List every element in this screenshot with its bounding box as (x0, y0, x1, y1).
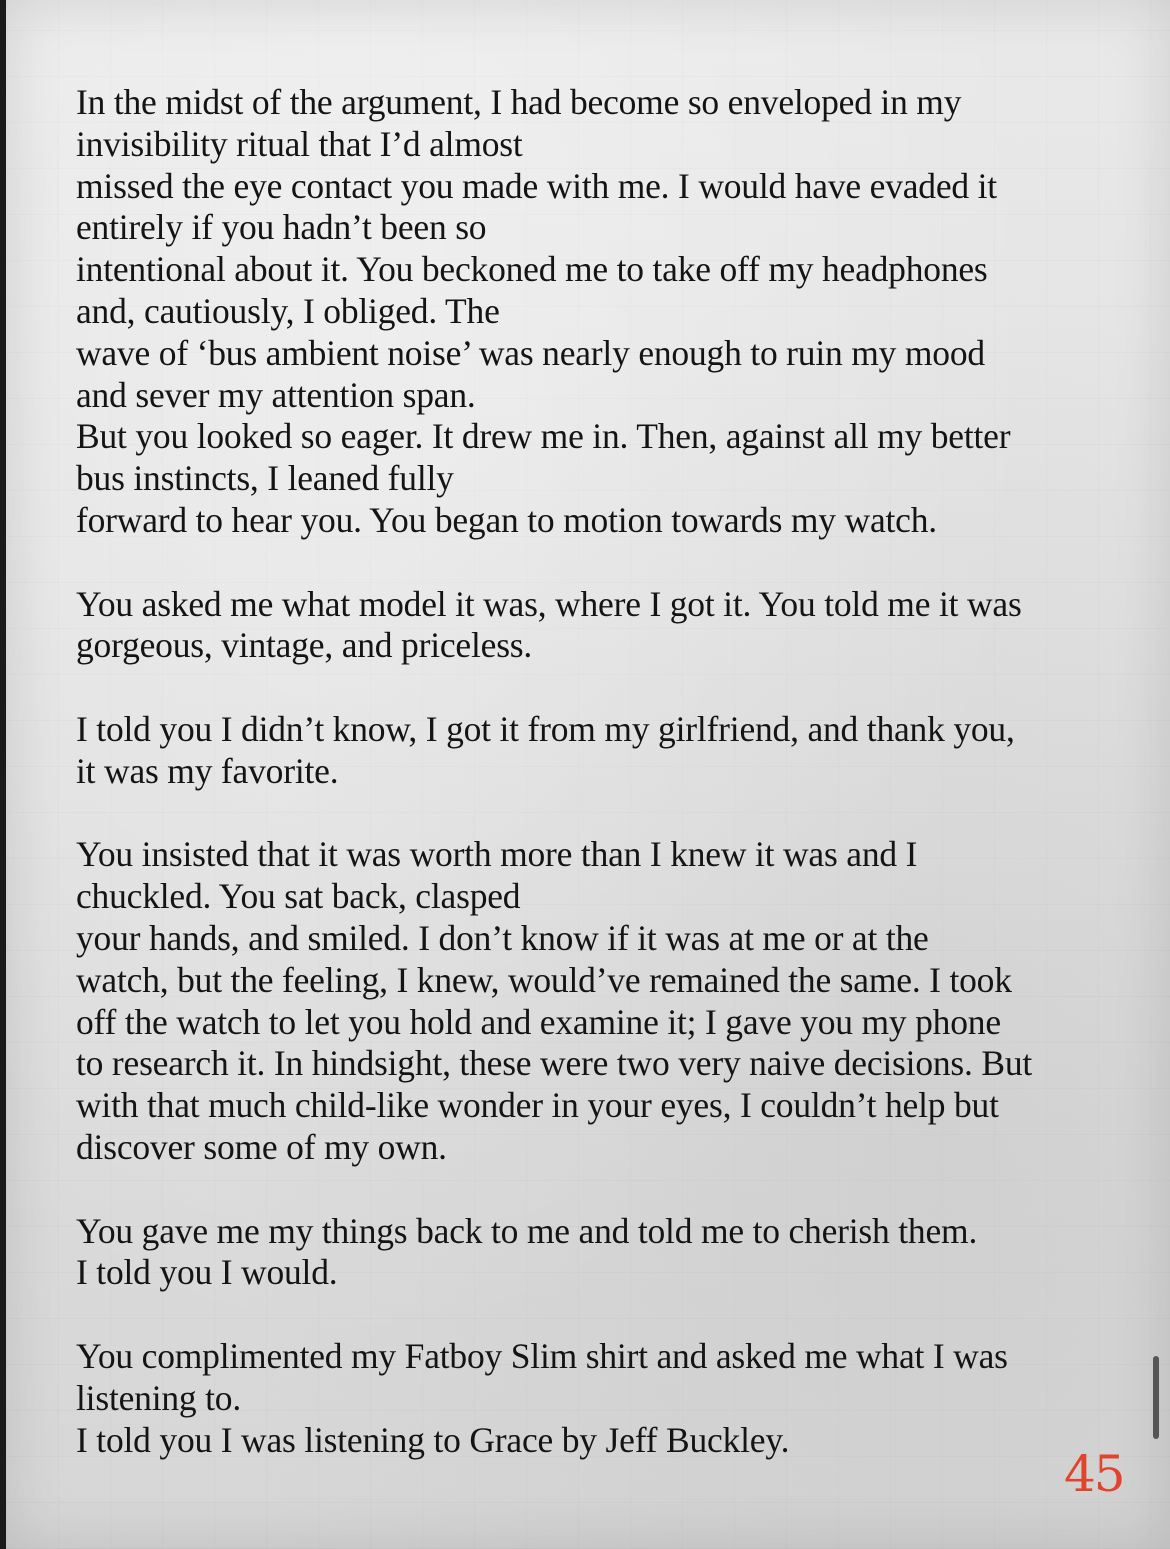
text-line: and, cautiously, I obliged. The (76, 290, 500, 331)
text-line: entirely if you hadn’t been so (76, 207, 487, 248)
text-line: You gave me my things back to me and told me to cherish them. (76, 1210, 978, 1251)
text-line: I told you I was listening to Grace by Jeff Buckley. (76, 1419, 790, 1460)
text-line: You insisted that it was worth more than I knew it was and I (76, 834, 918, 875)
text-line: gorgeous, vintage, and priceless. (76, 625, 533, 666)
text-line: wave of ‘bus ambient noise’ was nearly enough to ruin my mood (76, 332, 985, 373)
text-line: off the watch to let you hold and examine it; I gave you my phone (76, 1001, 1001, 1042)
text-line: chuckled. You sat back, clasped (76, 876, 521, 917)
text-line: bus instincts, I leaned fully (76, 458, 454, 499)
text-line: But you looked so eager. It drew me in. Then, against all my better (76, 416, 1011, 457)
paragraph-6 (76, 1336, 1106, 1461)
text-line: it was my favorite. (76, 750, 339, 791)
text-line: You asked me what model it was, where I got it. You told me it was (76, 583, 1022, 624)
page-body-text (76, 82, 1106, 1461)
text-line: missed the eye contact you made with me. I would have evaded it (76, 165, 997, 206)
text-line: with that much child-like wonder in your eyes, I couldn’t help but (76, 1085, 999, 1126)
text-line: to research it. In hindsight, these were two very naive decisions. But (76, 1043, 1033, 1084)
paragraph-4 (76, 834, 1106, 1168)
book-page (6, 0, 1170, 1549)
text-line: forward to hear you. You began to motion towards my watch. (76, 499, 937, 540)
text-line: In the midst of the argument, I had become so enveloped in my (76, 82, 962, 122)
text-line: watch, but the feeling, I knew, would’ve remained the same. I took (76, 959, 1012, 1000)
page-number: 45 (1064, 1445, 1124, 1503)
text-line: and sever my attention span. (76, 374, 476, 415)
text-line: intentional about it. You beckoned me to take off my headphones (76, 249, 988, 290)
scrollbar-thumb[interactable] (1153, 1356, 1159, 1439)
paragraph-5 (76, 1211, 1106, 1295)
text-line: listening to. (76, 1377, 242, 1418)
text-line: invisibility ritual that I’d almost (76, 123, 523, 164)
text-line: your hands, and smiled. I don’t know if it was at me or at the (76, 917, 929, 958)
text-line: I told you I didn’t know, I got it from my girlfriend, and thank you, (76, 708, 1015, 749)
paragraph-1 (76, 82, 1106, 542)
text-line: I told you I would. (76, 1252, 338, 1293)
text-line: discover some of my own. (76, 1126, 447, 1167)
paragraph-3 (76, 709, 1106, 793)
text-line: You complimented my Fatboy Slim shirt and asked me what I was (76, 1335, 1008, 1376)
paragraph-2 (76, 584, 1106, 668)
